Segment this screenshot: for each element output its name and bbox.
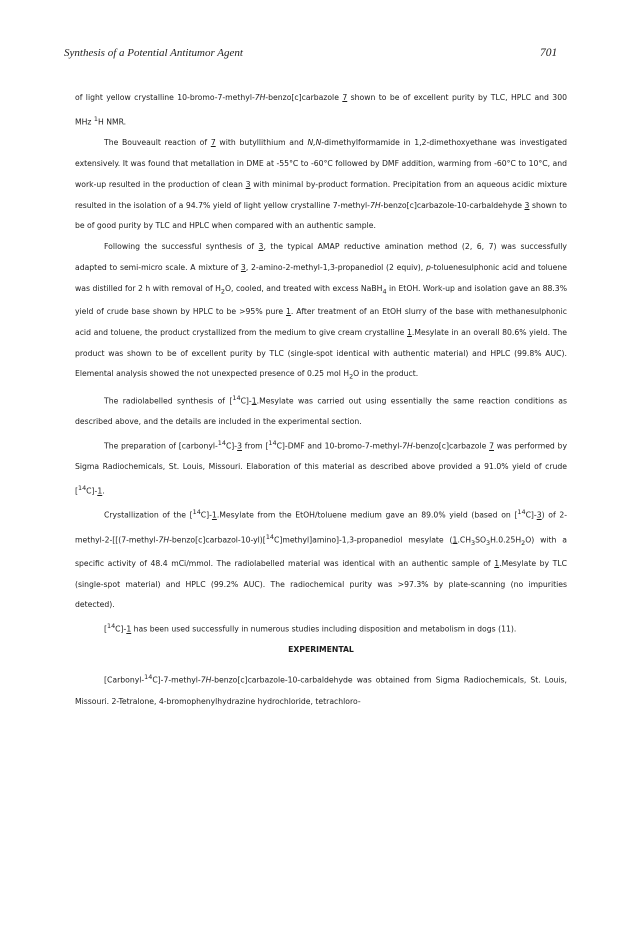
paragraph-5: The preparation of [carbonyl-$^{14}$C]-3 from [$^{14}$C]-DMF and 10-bromo-7-methyl-7H-benzo[c]carbazole 7 was performed by Sigma Radiochemicals, St. Louis, Missouri. Elaboration of this material as described above provided a 91.0% yield of crude [$^{14}$C]-1.: [75, 438, 567, 496]
running-title: Synthesis of a Potential Antitumor Agent: [64, 47, 243, 59]
paragraph-1: of light yellow crystalline 10-bromo-7-methyl-7H-benzo[c]carbazole 7 shown to be of excellent purity by TLC, HPLC and 300 MHz $^1$H NMR.: [75, 93, 567, 127]
article-body: [75, 88, 567, 712]
page-number: 701: [540, 47, 558, 59]
paragraph-7: [$^{14}$C]-1 has been used successfully in numerous studies including disposition and metabolism in dogs (11).: [104, 622, 517, 634]
paragraph-8: [Carbonyl-$^{14}$C]-7-methyl-7H-benzo[c]carbazole-10-carbaldehyde was obtained from Sigma Radiochemicals, St. Louis, Missouri. 2-Tetralone, 4-bromophenylhydrazine hydrochloride, tetrachloro-: [75, 673, 567, 706]
paragraph-2: The Bouveault reaction of 7 with butyllithium and N,N-dimethylformamide in 1,2-dimethoxyethane was investigated extensively. It was found that metallation in DME at -55°C to -60°C followed by DMF addition, warming from -60°C to 10°C, and work-up resulted in the production of clean 3 with minimal by-product formation. Precipitation from an aqueous acidic mixture resulted in the isolation of a 94.7% yield of light yellow crystalline 7-methyl-7H-benzo[c]carbazole-10-carbaldehyde 3 shown to be of good purity by TLC and HPLC when compared with an authentic sample.: [75, 138, 567, 231]
paragraph-6: Crystallization of the [$^{14}$C]-1.Mesylate from the EtOH/toluene medium gave an 89.0% yield (based on [$^{14}$C]-3) of 2-methyl-2-[[(7-methyl-7H-benzo[c]carbazol-10-yl)[$^{14}$C]methyl]amino]-1,3-propanediol mesylate $(1.CH_3SO_3H.0.25H_2O)$ with a specific activity of 48.4 mCi/mmol. The radiolabelled material was identical with an authentic sample of 1.Mesylate by TLC (single-spot material) and HPLC (99.2% AUC). The radiochemical purity was >97.3% by plate-scanning (no impurities detected).: [75, 508, 567, 610]
paragraph-3: Following the successful synthesis of 3, the typical AMAP reductive amination method (2, 6, 7) was successfully adapted to semi-micro scale. A mixture of 3, 2-amino-2-methyl-1,3-propanediol (2 equiv), p-toluenesulphonic acid and toluene was distilled for 2 h with removal of $H_2O$, cooled, and treated with excess NaBH$_4$ in EtOH. Work-up and isolation gave an 88.3% yield of crude base shown by HPLC to be >95% pure 1. After treatment of an EtOH slurry of the base with methanesulphonic acid and toluene, the product crystallized from the medium to give cream crystalline 1.Mesylate in an overall 80.6% yield. The product was shown to be of excellent purity by TLC (single-spot identical with authentic material) and HPLC (99.8% AUC). Elemental analysis showed the not unexpected presence of 0.25 mol $H_2O$ in the product.: [75, 242, 568, 381]
section-heading: EXPERIMENTAL: [288, 645, 354, 655]
paragraph-4: The radiolabelled synthesis of [$^{14}$C]-1.Mesylate was carried out using essentially the same reaction conditions as described above, and the details are included in the experimental section.: [75, 393, 567, 427]
